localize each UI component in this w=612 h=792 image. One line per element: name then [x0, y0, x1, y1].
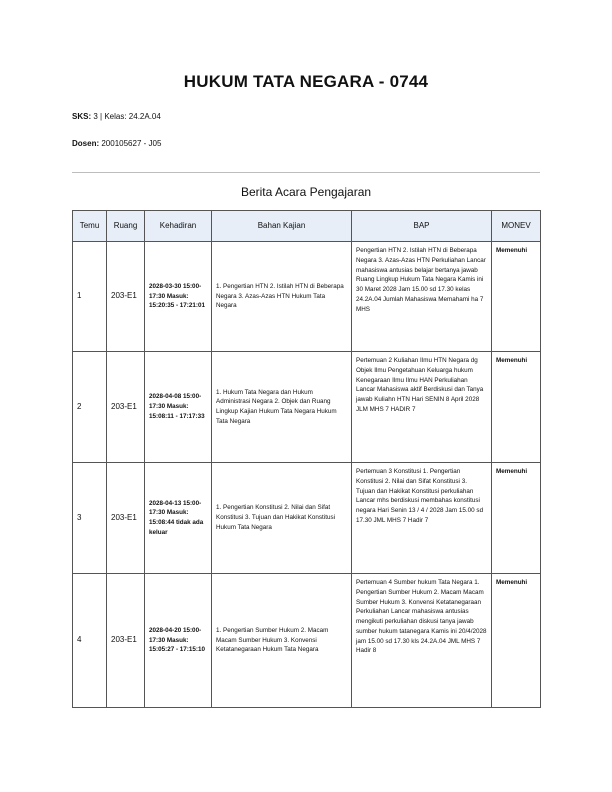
- ruang-cell: 203-E1: [107, 574, 145, 708]
- sks-kelas-line: [72, 112, 161, 121]
- bap-cell: Pengertian HTN 2. Istilah HTN di Beberapa Negara 3. Azas-Azas HTN Perkuliahan Lancar mahasiswa antusias belajar bertanya jawab Ruang Lingkup Hukum Tata Negara Kamis ini 30 Maret 2028 Jam 15.00 sd 17.30 kelas 24.2A.04 Jumlah Mahasiswa Memahami ha 7 MHS: [352, 242, 492, 352]
- temu-cell: 4: [73, 574, 107, 708]
- header-kehadiran: Kehadiran: [145, 211, 212, 242]
- sks-label: SKS:: [72, 112, 92, 121]
- table-row: [73, 352, 541, 463]
- bahan-kajian-cell: 1. Pengertian Konstitusi 2. Nilai dan Sifat Konstitusi 3. Tujuan dan Hakikat Konstitusi Hukum Tata Negara: [212, 463, 352, 574]
- kehadiran-cell: 2028-04-20 15:00-17:30 Masuk: 15:05:27 - 17:15:10: [145, 574, 212, 708]
- bahan-kajian-cell: 1. Pengertian HTN 2. Istilah HTN di Beberapa Negara 3. Azas-Azas HTN Hukum Tata Negara: [212, 242, 352, 352]
- bap-table: [72, 210, 541, 708]
- table-row: [73, 574, 541, 708]
- monev-cell: Memenuhi: [492, 242, 541, 352]
- header-monev: MONEV: [492, 211, 541, 242]
- table-row: [73, 463, 541, 574]
- bahan-kajian-cell: 1. Hukum Tata Negara dan Hukum Administrasi Negara 2. Objek dan Ruang Lingkup Kajian Hukum Tata Negara Hukum Tata Negara: [212, 352, 352, 463]
- dosen-label: Dosen:: [72, 139, 100, 148]
- temu-cell: 3: [73, 463, 107, 574]
- sks-kelas-value: 3 | Kelas: 24.2A.04: [93, 112, 161, 121]
- header-bahan-kajian: Bahan Kajian: [212, 211, 352, 242]
- table-header-row: [73, 211, 541, 242]
- header-bap: BAP: [352, 211, 492, 242]
- temu-cell: 2: [73, 352, 107, 463]
- kehadiran-cell: 2028-04-08 15:00-17:30 Masuk: 15:08:11 - 17:17:33: [145, 352, 212, 463]
- header-ruang: Ruang: [107, 211, 145, 242]
- kehadiran-cell: 2028-04-13 15:00-17:30 Masuk: 15:08:44 tidak ada keluar: [145, 463, 212, 574]
- bahan-kajian-cell: 1. Pengertian Sumber Hukum 2. Macam Macam Sumber Hukum 3. Konvensi Ketatanegaraan Hukum Tata Negara: [212, 574, 352, 708]
- ruang-cell: 203-E1: [107, 463, 145, 574]
- ruang-cell: 203-E1: [107, 242, 145, 352]
- monev-cell: Memenuhi: [492, 352, 541, 463]
- table-row: [73, 242, 541, 352]
- bap-cell: Pertemuan 4 Sumber hukum Tata Negara 1. Pengertian Sumber Hukum 2. Macam Macam Sumber Hukum 3. Konvensi Ketatanegaraan Perkuliahan Lancar mahasiswa antusias mengikuti perkuliahan diskusi tanya jawab sumber hukum tatanegara Kamis ini 20/4/2028 jam 15.00 sd 17.30 kls 24.2A.04 JML MHS 7 Hadir 8: [352, 574, 492, 708]
- monev-cell: Memenuhi: [492, 463, 541, 574]
- section-title: Berita Acara Pengajaran: [240, 185, 372, 199]
- dosen-line: [72, 139, 161, 148]
- bap-cell: Pertemuan 3 Konstitusi 1. Pengertian Konstitusi 2. Nilai dan Sifat Konstitusi 3. Tujuan dan Hakikat Konstitusi perkuliahan Lancar mhs berdiskusi membahas konstitusi negara Hari Senin 13 / 4 / 2028 Jam 15.00 sd 17.30 JML MHS 7 Hadir 7: [352, 463, 492, 574]
- header-temu: Temu: [73, 211, 107, 242]
- dosen-value: 200105627 - J05: [101, 139, 162, 148]
- ruang-cell: 203-E1: [107, 352, 145, 463]
- divider: [72, 172, 540, 173]
- kehadiran-cell: 2028-03-30 15:00-17:30 Masuk: 15:20:35 - 17:21:01: [145, 242, 212, 352]
- document-title: HUKUM TATA NEGARA - 0744: [183, 72, 429, 91]
- temu-cell: 1: [73, 242, 107, 352]
- bap-cell: Pertemuan 2 Kuliahan Ilmu HTN Negara dg Objek Ilmu Pengetahuan Keluarga hukum Kenegaraan Ilmu Ilmu HAN Perkuliahan Lancar Mahasiswa aktif Berdiskusi dan Tanya jawab Kuliahn HTN Hari SENIN 8 April 2028 JLM MHS 7 HADIR 7: [352, 352, 492, 463]
- monev-cell: Memenuhi: [492, 574, 541, 708]
